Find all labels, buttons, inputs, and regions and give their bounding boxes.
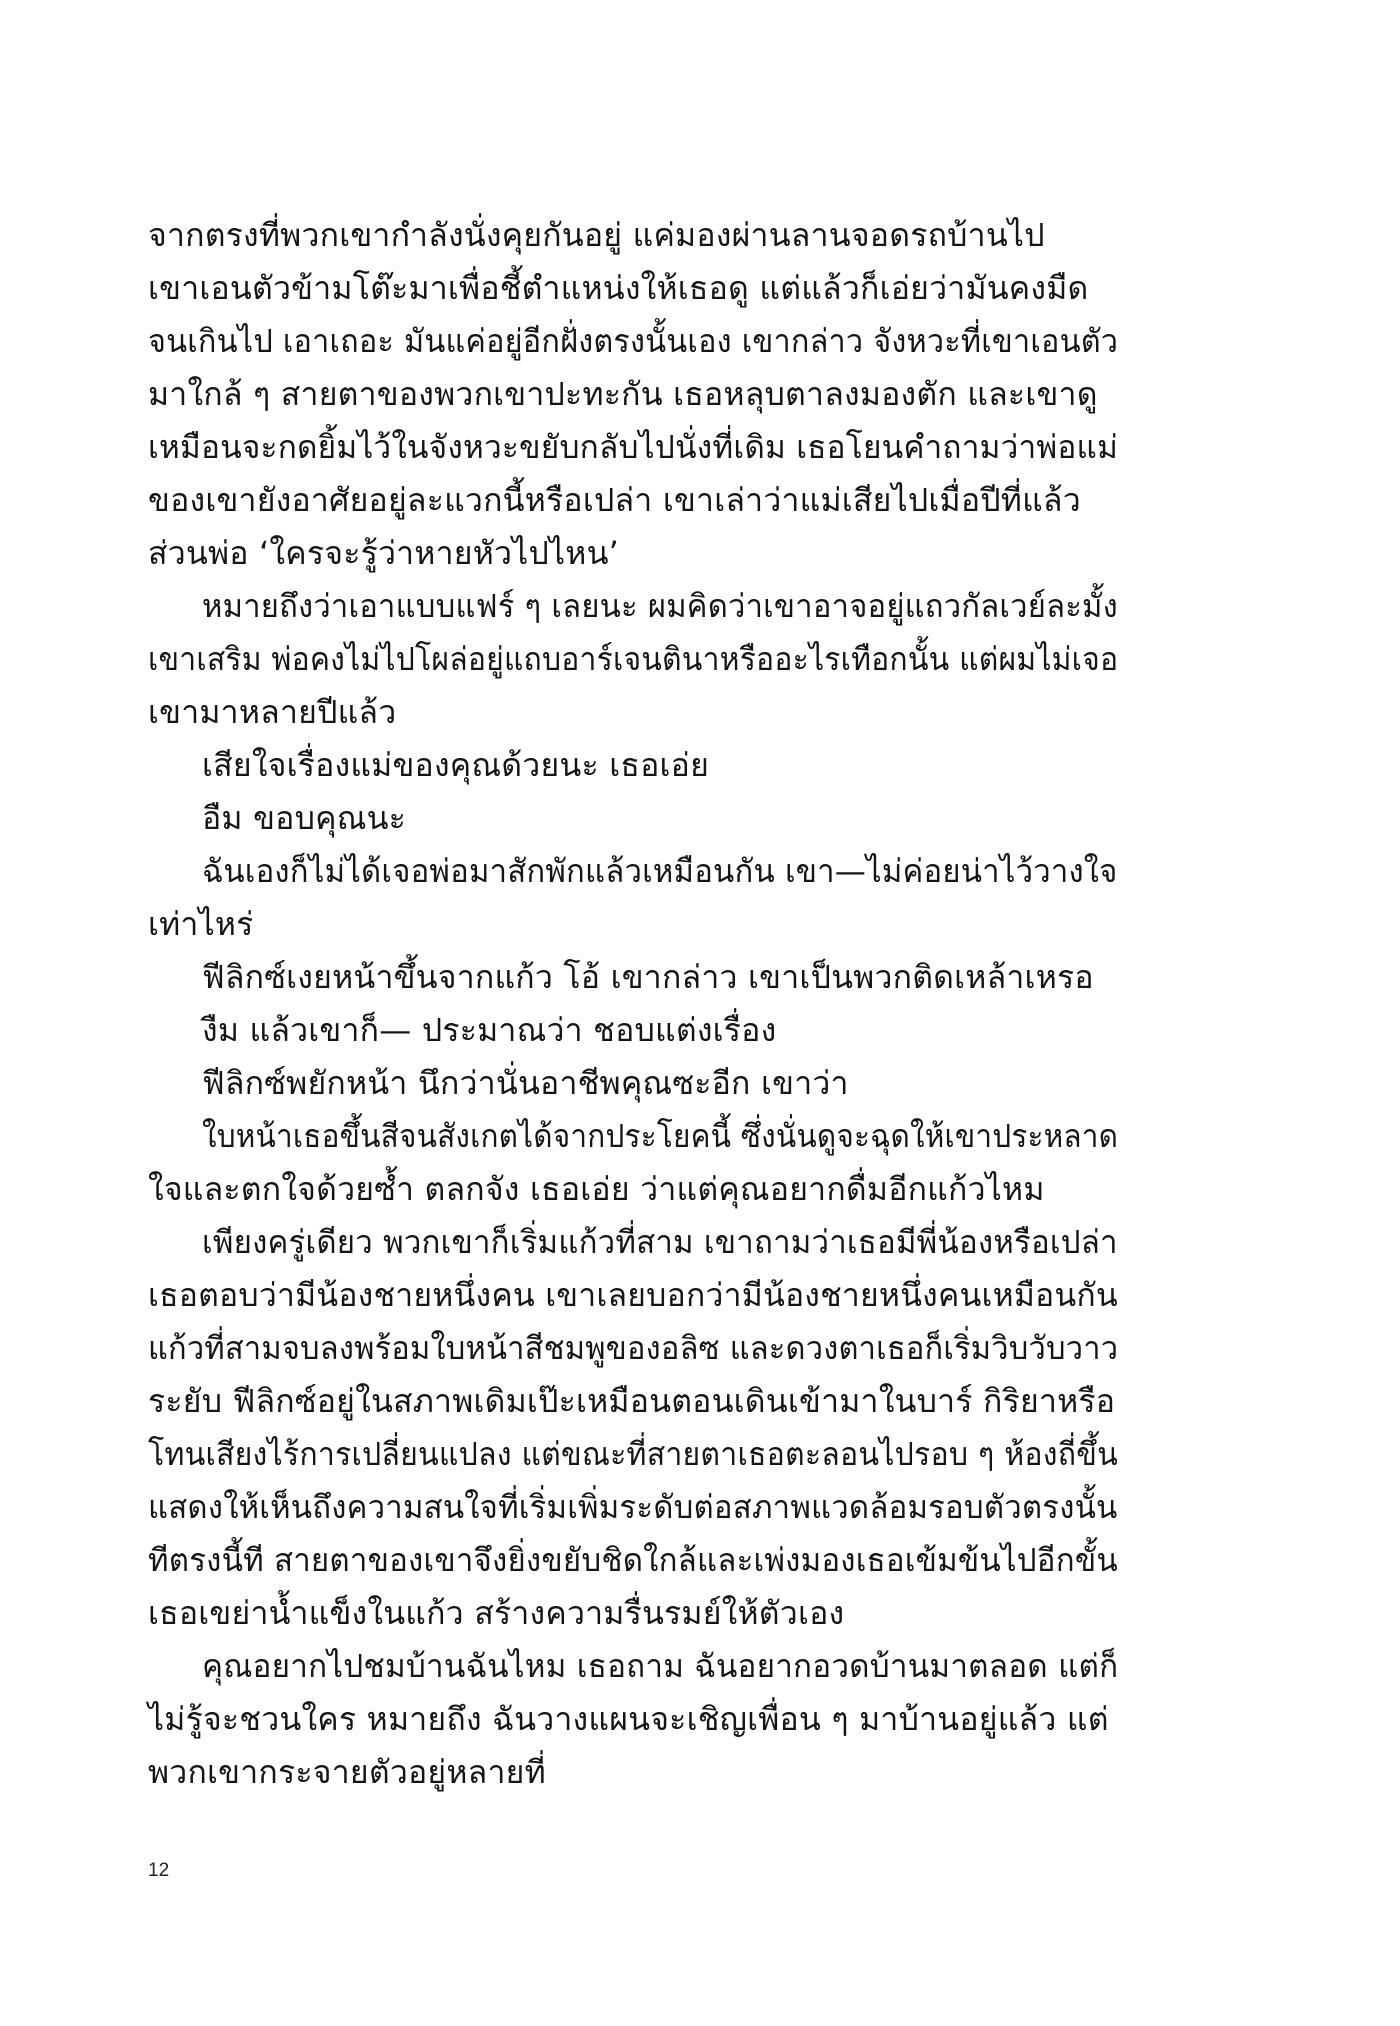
text-line: ไม่รู้จะชวนใคร หมายถึง ฉันวางแผนจะเชิญเพื่อน ๆ มาบ้านอยู่แล้ว แต่ — [148, 1700, 1109, 1738]
paragraph-first-line: งืม แล้วเขาก็— ประมาณว่า ชอบแต่งเรื่อง — [202, 1011, 777, 1049]
text-line: เธอเขย่าน้ำแข็งในแก้ว สร้างความรื่นรมย์ให้ตัวเอง — [148, 1594, 845, 1632]
paragraph-first-line: อืม ขอบคุณนะ — [202, 799, 407, 837]
paragraph-first-line: หมายถึงว่าเอาแบบแฟร์ ๆ เลยนะ ผมคิดว่าเขาอาจอยู่แถวกัลเวย์ละมั้ง — [202, 587, 1118, 625]
text-line: แสดงให้เห็นถึงความสนใจที่เริ่มเพิ่มระดับต่อสภาพแวดล้อมรอบตัวตรงนั้น — [148, 1488, 1118, 1526]
text-line: พวกเขากระจายตัวอยู่หลายที่ — [148, 1753, 546, 1791]
text-line: ของเขายังอาศัยอยู่ละแวกนี้หรือเปล่า เขาเล่าว่าแม่เสียไปเมื่อปีที่แล้ว — [148, 481, 1081, 519]
text-line: จนเกินไป เอาเถอะ มันแค่อยู่อีกฝั่งตรงนั้นเอง เขากล่าว จังหวะที่เขาเอนตัว — [148, 322, 1119, 360]
text-line: เธอตอบว่ามีน้องชายหนึ่งคน เขาเลยบอกว่ามีน้องชายหนึ่งคนเหมือนกัน — [148, 1276, 1118, 1314]
paragraph-first-line: เสียใจเรื่องแม่ของคุณด้วยนะ เธอเอ่ย — [202, 746, 710, 784]
text-line: เท่าไหร่ — [148, 905, 254, 943]
text-line: เหมือนจะกดยิ้มไว้ในจังหวะขยับกลับไปนั่งที่เดิม เธอโยนคำถามว่าพ่อแม่ — [148, 428, 1119, 466]
paragraph-first-line: เพียงครู่เดียว พวกเขาก็เริ่มแก้วที่สาม เขาถามว่าเธอมีพี่น้องหรือเปล่า — [202, 1223, 1118, 1261]
paragraph-first-line: ฉันเองก็ไม่ได้เจอพ่อมาสักพักแล้วเหมือนกัน เขา—ไม่ค่อยน่าไว้วางใจ — [202, 852, 1118, 890]
text-line: เขาเสริม พ่อคงไม่ไปโผล่อยู่แถบอาร์เจนตินาหรืออะไรเทือกนั้น แต่ผมไม่เจอ — [148, 640, 1119, 678]
paragraph-first-line: ฟีลิกซ์พยักหน้า นึกว่านั่นอาชีพคุณซะอีก เขาว่า — [202, 1064, 849, 1102]
paragraph-first-line: ใบหน้าเธอขึ้นสีจนสังเกตได้จากประโยคนี้ ซึ่งนั่นดูจะฉุดให้เขาประหลาด — [202, 1117, 1119, 1155]
page-number: 12 — [148, 1860, 170, 1881]
text-line: มาใกล้ ๆ สายตาของพวกเขาปะทะกัน เธอหลุบตาลงมองตัก และเขาดู — [148, 375, 1098, 413]
text-line: ใจและตกใจด้วยซ้ำ ตลกจัง เธอเอ่ย ว่าแต่คุณอยากดื่มอีกแก้วไหม — [148, 1170, 1045, 1208]
text-line: เขามาหลายปีแล้ว — [148, 693, 397, 731]
text-line: ส่วนพ่อ ‘ใครจะรู้ว่าหายหัวไปไหน’ — [148, 534, 620, 572]
text-line: ทีตรงนี้ที สายตาของเขาจึงยิ่งขยับชิดใกล้และเพ่งมองเธอเข้มข้นไปอีกขั้น — [148, 1541, 1118, 1579]
text-line: โทนเสียงไร้การเปลี่ยนแปลง แต่ขณะที่สายตาเธอตะลอนไปรอบ ๆ ห้องถี่ขึ้น — [148, 1435, 1118, 1473]
text-line: แก้วที่สามจบลงพร้อมใบหน้าสีชมพูของอลิซ และดวงตาเธอก็เริ่มวิบวับวาว — [148, 1329, 1119, 1367]
paragraph-first-line: ฟีลิกซ์เงยหน้าขึ้นจากแก้ว โอ้ เขากล่าว เขาเป็นพวกติดเหล้าเหรอ — [202, 958, 1094, 996]
text-line: เขาเอนตัวข้ามโต๊ะมาเพื่อชี้ตำแหน่งให้เธอดู แต่แล้วก็เอ่ยว่ามันคงมืด — [148, 269, 1089, 307]
text-line: ระยับ ฟีลิกซ์อยู่ในสภาพเดิมเป๊ะเหมือนตอนเดินเข้ามาในบาร์ กิริยาหรือ — [148, 1382, 1116, 1420]
paragraph-first-line: คุณอยากไปชมบ้านฉันไหม เธอถาม ฉันอยากอวดบ้านมาตลอด แต่ก็ — [202, 1647, 1119, 1685]
text-line: จากตรงที่พวกเขากำลังนั่งคุยกันอยู่ แค่มองผ่านลานจอดรถบ้านไป — [148, 216, 1045, 254]
